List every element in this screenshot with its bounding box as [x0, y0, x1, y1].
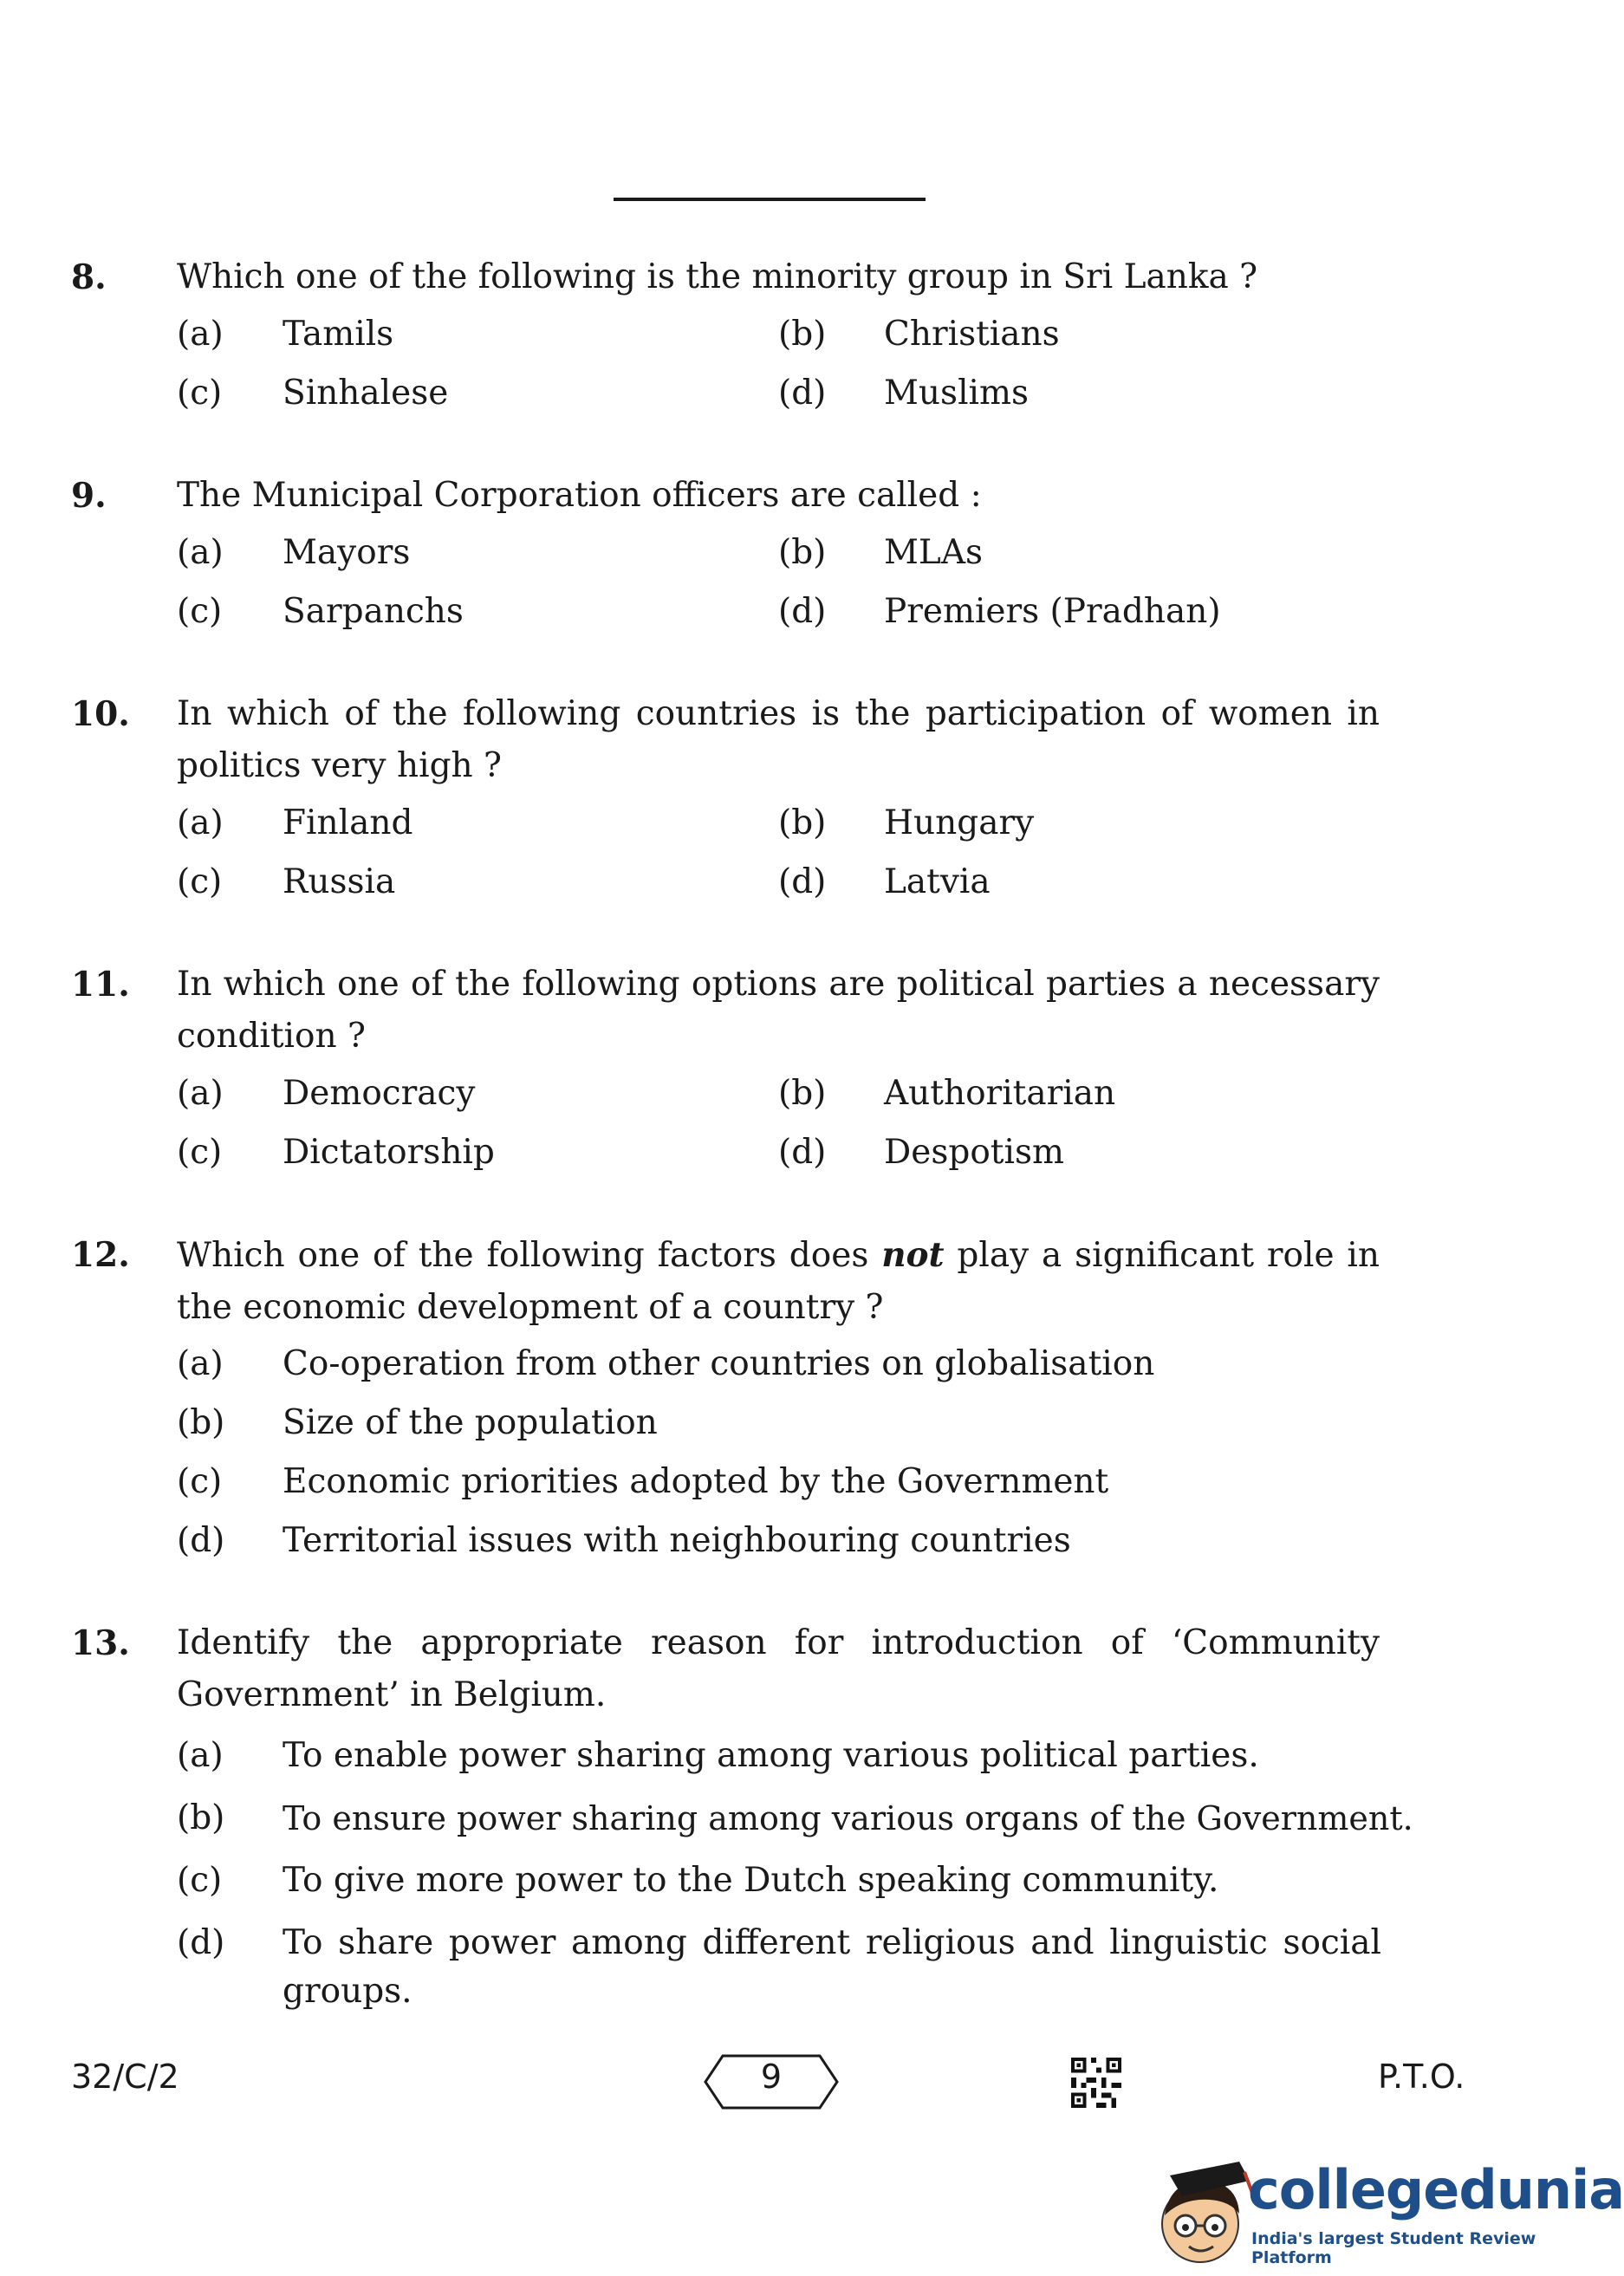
option-text: Economic priorities adopted by the Government [283, 1462, 1109, 1501]
option-label: (b) [778, 315, 827, 354]
option-text: To give more power to the Dutch speaking community. [283, 1861, 1219, 1900]
question-number: 9. [71, 476, 107, 516]
option-text: Hungary [884, 803, 1035, 842]
option-label: (b) [778, 803, 827, 842]
option-text: Territorial issues with neighbouring countries [283, 1521, 1071, 1560]
option-label: (d) [177, 1521, 225, 1560]
option-text: Sinhalese [283, 374, 449, 413]
paper-code: 32/C/2 [71, 2058, 179, 2096]
option-text: Democracy [283, 1074, 476, 1113]
option-text: Finland [283, 803, 413, 842]
top-rule [614, 198, 926, 201]
option-label: (b) [177, 1403, 225, 1442]
question-number: 13. [71, 1623, 130, 1663]
option-label: (c) [177, 1861, 223, 1900]
question-text: The Municipal Corporation officers are called : [177, 476, 982, 515]
page-number: 9 [760, 2058, 783, 2096]
option-text: Mayors [283, 533, 411, 572]
option-text: To share power among different religious and linguistic social groups. [283, 1923, 1381, 2011]
option-text: Tamils [283, 315, 394, 354]
option-text: Size of the population [283, 1403, 658, 1442]
option-label: (a) [177, 315, 224, 354]
option-text: Sarpanchs [283, 592, 464, 631]
brand-name: collegedunia [1248, 2158, 1624, 2221]
option-label: (c) [177, 1462, 223, 1501]
option-label: (a) [177, 533, 224, 572]
option-label: (c) [177, 1133, 223, 1172]
question-number: 12. [71, 1235, 130, 1275]
pto-label: P.T.O. [1378, 2058, 1465, 2096]
option-label: (b) [177, 1798, 225, 1837]
option-text: Christians [884, 315, 1060, 354]
option-text: Latvia [884, 862, 991, 901]
option-label: (a) [177, 803, 224, 842]
brand-tagline: India's largest Student Review Platform [1251, 2229, 1536, 2267]
option-label: (a) [177, 1074, 224, 1113]
question-number: 10. [71, 694, 130, 734]
option-text: Dictatorship [283, 1133, 495, 1172]
option-label: (c) [177, 592, 223, 631]
option-label: (d) [778, 374, 827, 413]
option-text: Authoritarian [884, 1074, 1116, 1113]
option-label: (c) [177, 374, 223, 413]
question-number: 11. [71, 965, 130, 1005]
option-text: MLAs [884, 533, 984, 572]
option-text: To enable power sharing among various political parties. [283, 1736, 1259, 1775]
question-text: In which one of the following options are political parties a necessary condition ? [177, 965, 1380, 1056]
option-label: (d) [177, 1923, 225, 1962]
question-text: Identify the appropriate reason for introduction of ‘Community Government’ in Belgium. [177, 1623, 1380, 1714]
option-label: (d) [778, 862, 827, 901]
option-text: Muslims [884, 374, 1030, 413]
question-text [177, 1229, 1380, 1334]
question-text-after: play a significant role in the economic development of a country ? [177, 1236, 1380, 1327]
option-text: Co-operation from other countries on globalisation [283, 1344, 1155, 1383]
question-text-emphasis: not [881, 1235, 945, 1275]
option-label: (b) [778, 533, 827, 572]
option-text: Premiers (Pradhan) [884, 592, 1221, 631]
option-label: (c) [177, 862, 223, 901]
question-text: In which of the following countries is the participation of women in politics very high ? [177, 694, 1380, 785]
option-text: To ensure power sharing among various organs of the Government. [283, 1799, 1413, 1837]
qr-code-icon [1071, 2058, 1121, 2108]
question-number: 8. [71, 257, 107, 297]
option-label: (a) [177, 1344, 224, 1383]
option-text: Russia [283, 862, 396, 901]
option-text: Despotism [884, 1133, 1064, 1172]
question-text: Which one of the following is the minority group in Sri Lanka ? [177, 257, 1258, 296]
option-label: (a) [177, 1736, 224, 1775]
option-label: (b) [778, 1074, 827, 1113]
option-label: (d) [778, 1133, 827, 1172]
option-label: (d) [778, 592, 827, 631]
question-text-before: Which one of the following factors does [177, 1236, 882, 1275]
